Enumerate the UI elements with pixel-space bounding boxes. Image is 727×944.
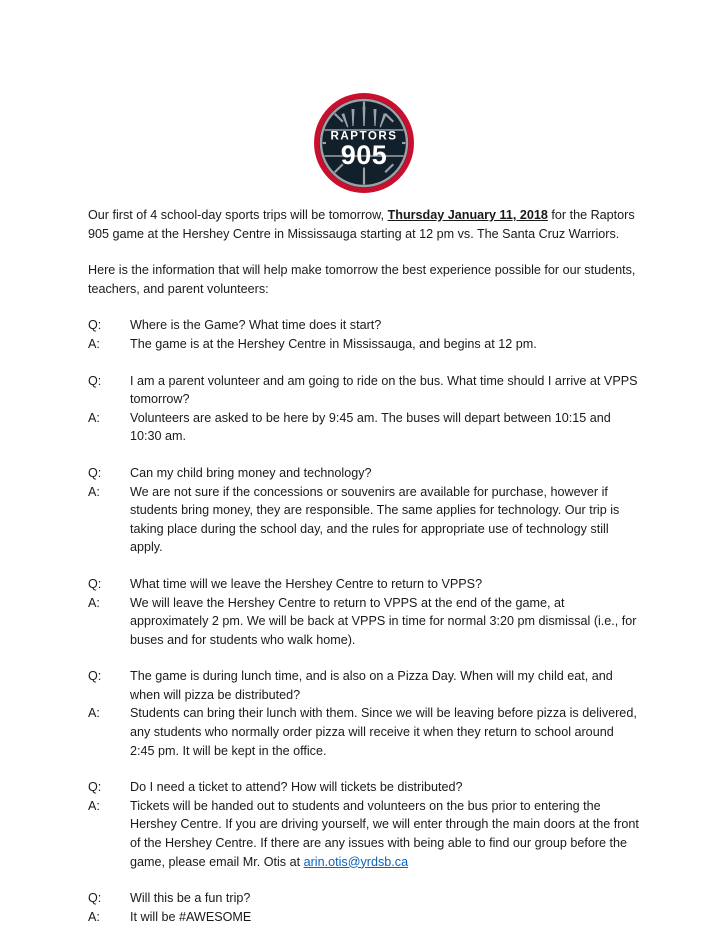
answer-label: A: [88, 706, 100, 721]
question-text: What time will we leave the Hershey Centre to return to VPPS? [130, 576, 483, 591]
qa-block [88, 778, 641, 871]
intro-paragraph-1 [88, 206, 641, 243]
qa-block [88, 667, 641, 760]
answer-label: A: [88, 410, 100, 425]
answer-text: The game is at the Hershey Centre in Mississauga, and begins at 12 pm. [130, 336, 537, 351]
question-label: Q: [88, 669, 102, 684]
question-label: Q: [88, 576, 102, 591]
trip-date-emphasis: Thursday January 11, 2018 [387, 208, 548, 222]
question-label: Q: [88, 780, 102, 795]
intro-p1-after: for the Raptors 905 game at the Hershey Centre in Mississauga starting at 12 pm vs. The Santa Cruz Warriors. [88, 208, 635, 241]
raptors-905-logo [313, 92, 415, 194]
answer-row [88, 483, 641, 557]
qa-block [88, 575, 641, 649]
answer-row [88, 335, 641, 354]
answer-label: A: [88, 595, 100, 610]
answer-text: We are not sure if the concessions or souvenirs are available for purchase, however if students bring money, they are responsible. The same applies for technology. Our trip is taking place during the school day, and the rules for appropriate use of technology still apply. [130, 484, 620, 555]
question-text: Will this be a fun trip? [130, 891, 251, 906]
question-row [88, 778, 641, 797]
answer-row [88, 704, 641, 760]
answer-text: Volunteers are asked to be here by 9:45 am. The buses will depart between 10:15 and 10:30 am. [130, 410, 611, 444]
answer-label: A: [88, 798, 100, 813]
svg-text:RAPTORS: RAPTORS [330, 129, 397, 143]
answer-label: A: [88, 909, 100, 924]
document-body [88, 206, 641, 944]
qa-block [88, 464, 641, 557]
question-row [88, 667, 641, 704]
answer-row [88, 908, 641, 927]
question-row [88, 889, 641, 908]
answer-row [88, 594, 641, 650]
question-label: Q: [88, 891, 102, 906]
answer-text-before-link: Tickets will be handed out to students and volunteers on the bus prior to entering the Hershey Centre. If you are driving yourself, we will enter through the main doors at the front of the Hershey Centre. If there are any issues with being able to find our group before the game, please email Mr. Otis at [130, 798, 639, 869]
answer-text: It will be #AWESOME [130, 909, 252, 924]
qa-block [88, 889, 641, 926]
svg-text:905: 905 [340, 140, 387, 170]
question-row [88, 464, 641, 483]
qa-block [88, 372, 641, 446]
answer-text [130, 797, 641, 871]
question-text: I am a parent volunteer and am going to ride on the bus. What time should I arrive at VPPS tomorrow? [130, 373, 638, 407]
question-label: Q: [88, 318, 102, 333]
question-text: Can my child bring money and technology? [130, 465, 372, 480]
question-row [88, 372, 641, 409]
answer-text: We will leave the Hershey Centre to return to VPPS at the end of the game, at approximately 2 pm. We will be back at VPPS in time for normal 3:20 pm dismissal (i.e., for buses and for students who walk home). [130, 595, 637, 647]
question-label: Q: [88, 373, 102, 388]
logo-container [0, 92, 727, 194]
question-label: Q: [88, 465, 102, 480]
question-row [88, 575, 641, 594]
question-text: Do I need a ticket to attend? How will tickets be distributed? [130, 780, 463, 795]
email-link[interactable]: arin.otis@yrdsb.ca [303, 854, 409, 869]
qa-block [88, 316, 641, 353]
answer-label: A: [88, 336, 100, 351]
answer-text: Students can bring their lunch with them. Since we will be leaving before pizza is delivered, any students who normally order pizza will receive it when they return to school around 2:45 pm. It will be kept in the office. [130, 706, 637, 758]
answer-label: A: [88, 484, 100, 499]
answer-row [88, 409, 641, 446]
question-text: The game is during lunch time, and is also on a Pizza Day. When will my child eat, and when will pizza be distributed? [130, 669, 613, 702]
intro-paragraph-2: Here is the information that will help make tomorrow the best experience possible for our students, teachers, and parent volunteers: [88, 263, 636, 296]
question-row [88, 316, 641, 335]
intro-p1-before: Our first of 4 school-day sports trips will be tomorrow, [88, 208, 388, 222]
question-text: Where is the Game? What time does it start? [130, 318, 382, 333]
answer-row [88, 797, 641, 871]
